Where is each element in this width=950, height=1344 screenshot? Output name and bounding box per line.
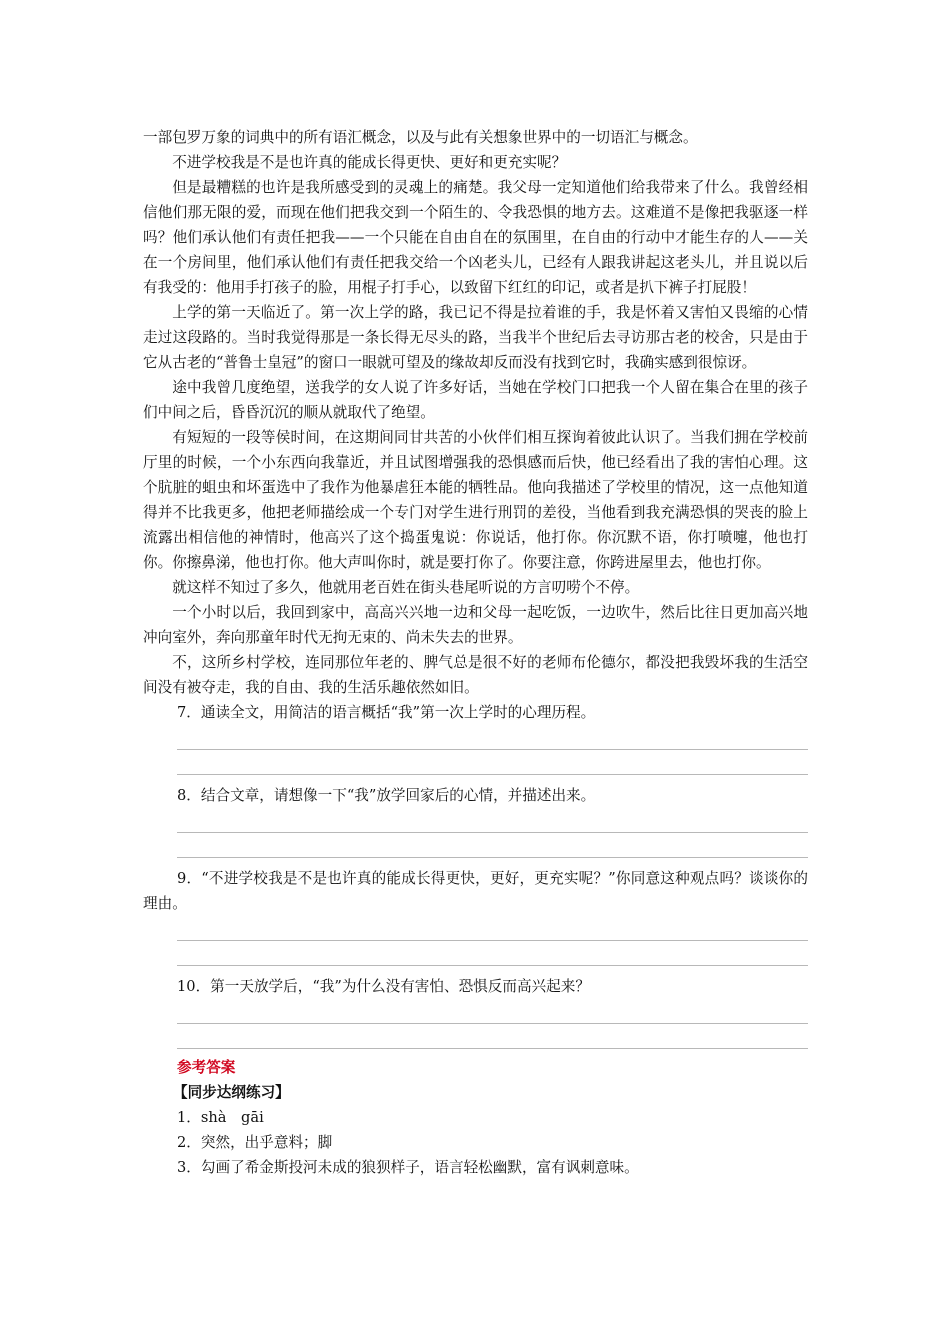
paragraph: 上学的第一天临近了。第一次上学的路，我已记不得是拉着谁的手，我是怀着又害怕又畏缩的心情走过这段路的。当时我觉得那是一条长得无尽头的路，当我半个世纪后去寻访那古老的校舍，只是由于它从古老的“普鲁士皇冠”的窗口一眼就可望及的缘故却反而没有找到它时，我确实感到很惊讶。 <box>143 304 808 371</box>
answer-line[interactable] <box>177 941 808 966</box>
answer-line[interactable] <box>177 725 808 750</box>
answer-section <box>143 1055 808 1180</box>
answer-title: 参考答案 <box>177 1059 236 1076</box>
answer-line[interactable] <box>177 999 808 1024</box>
question-section <box>143 700 808 1049</box>
passage <box>143 125 808 700</box>
paragraph: 就这样不知过了多久，他就用老百姓在街头巷尾听说的方言叨唠个不停。 <box>172 579 640 596</box>
paragraph: 途中我曾几度绝望，送我学的女人说了许多好话，当她在学校门口把我一个人留在集合在里的孩子们中间之后，昏昏沉沉的顺从就取代了绝望。 <box>143 379 808 421</box>
question-10: 10．第一天放学后，“我”为什么没有害怕、恐惧反而高兴起来？ <box>177 978 590 995</box>
paragraph: 一部包罗万象的词典中的所有语汇概念，以及与此有关想象世界中的一切语汇与概念。 <box>143 129 698 146</box>
answer-line[interactable] <box>177 808 808 833</box>
answer-item: 2．突然，出乎意料；脚 <box>177 1134 333 1151</box>
answer-item: 1．shà gāi <box>177 1109 264 1126</box>
paragraph: 不，这所乡村学校，连同那位年老的、脾气总是很不好的老师布伦德尔，都没把我毁坏我的生活空间没有被夺走，我的自由、我的生活乐趣依然如旧。 <box>143 654 808 696</box>
answer-line[interactable] <box>177 1024 808 1049</box>
answer-line[interactable] <box>177 750 808 775</box>
answer-heading: 【同步达纲练习】 <box>173 1084 290 1101</box>
question-7: 7．通读全文，用简洁的语言概括“我”第一次上学时的心理历程。 <box>177 704 596 721</box>
paragraph: 但是最糟糕的也许是我所感受到的灵魂上的痛楚。我父母一定知道他们给我带来了什么。我曾经相信他们那无限的爱，而现在他们把我交到一个陌生的、令我恐惧的地方去。这难道不是像把我驱逐一样吗？他们承认他们有责任把我——一个只能在自由自在的氛围里，在自由的行动中才能生存的人——关在一个房间里，他们承认他们有责任把我交给一个凶老头儿，已经有人跟我讲起这老头儿，并且说以后有我受的：他用手打孩子的脸，用棍子打手心，以致留下红红的印记，或者是扒下裤子打屁股！ <box>143 179 808 296</box>
answer-line[interactable] <box>177 833 808 858</box>
question-8: 8．结合文章，请想像一下“我”放学回家后的心情，并描述出来。 <box>177 787 596 804</box>
paragraph: 有短短的一段等侯时间，在这期间同甘共苦的小伙伴们相互探询着彼此认识了。当我们拥在学校前厅里的时候，一个小东西向我靠近，并且试图增强我的恐惧感而后快，他已经看出了我的害怕心理。这个肮脏的蛆虫和坏蛋选中了我作为他暴虐狂本能的牺牲品。他向我描述了学校里的情况，这一点他知道得并不比我更多，他把老师描绘成一个专门对学生进行刑罚的差役，当他看到我充满恐惧的哭丧的脸上流露出相信他的神情时，他高兴了这个捣蛋鬼说：你说话，他打你。你沉默不语，你打喷嚏，他也打你。你擦鼻涕，他也打你。他大声叫你时，就是要打你了。你要注意，你跨进屋里去，他也打你。 <box>143 429 808 571</box>
paragraph: 不进学校我是不是也许真的能成长得更快、更好和更充实呢？ <box>172 154 567 171</box>
answer-item: 3．勾画了希金斯投河未成的狼狈样子，语言轻松幽默，富有讽刺意味。 <box>177 1159 639 1176</box>
document-page <box>143 125 808 1180</box>
answer-line[interactable] <box>177 916 808 941</box>
question-9: 9．“不进学校我是不是也许真的能成长得更快，更好，更充实呢？”你同意这种观点吗？谈谈你的理由。 <box>143 870 808 912</box>
paragraph: 一个小时以后，我回到家中，高高兴兴地一边和父母一起吃饭，一边吹牛，然后比往日更加高兴地冲向室外，奔向那童年时代无拘无束的、尚未失去的世界。 <box>143 604 808 646</box>
